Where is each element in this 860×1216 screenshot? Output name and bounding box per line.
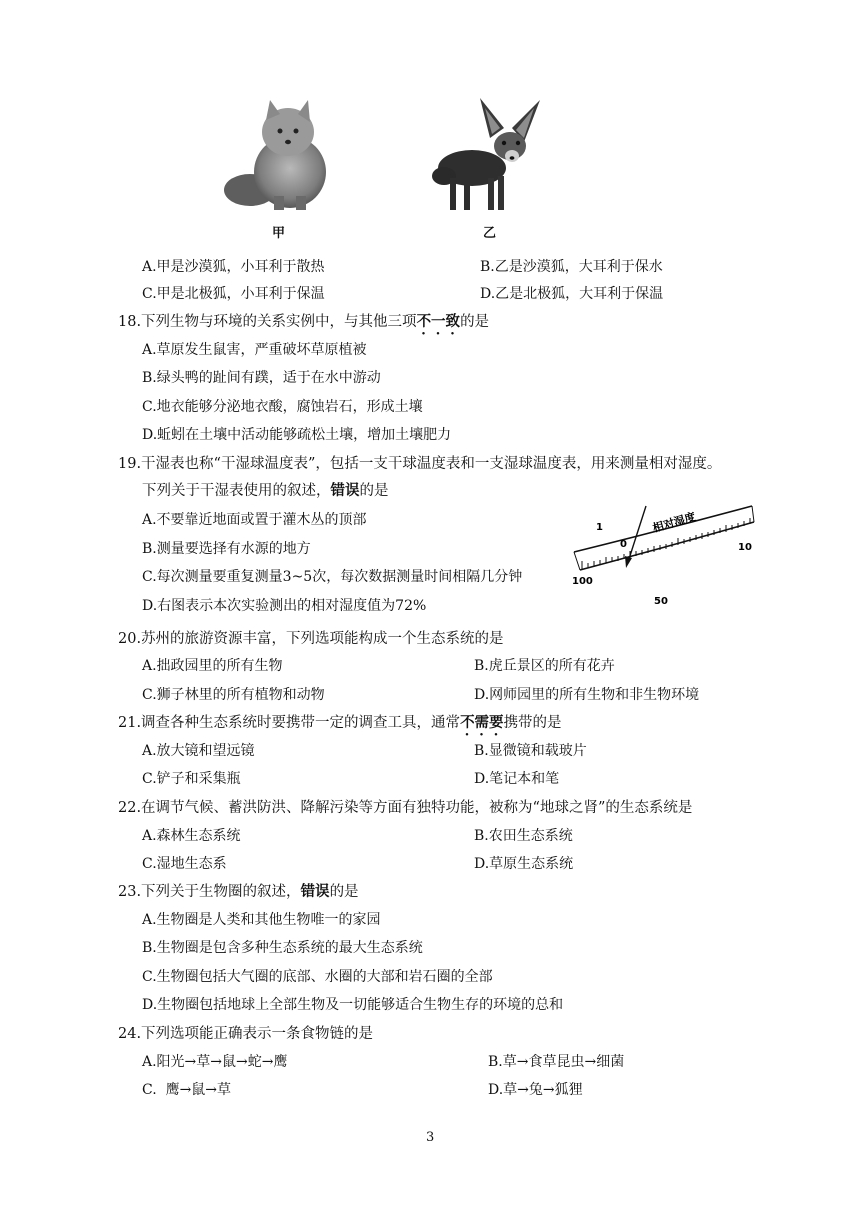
q21-emphasis: 不需要 [460,715,504,731]
q19-option-a: A.不要靠近地面或置于灌木丛的顶部 [142,512,367,528]
hygrometer-gauge [568,500,758,610]
q19-option-d: D.右图表示本次实验测出的相对湿度值为72% [142,598,427,614]
q21-option-d: D.笔记本和笔 [474,771,560,787]
q17-option-c: C.甲是北极狐，小耳利于保温 [142,286,325,302]
q18-option-b: B.绿头鸭的趾间有蹼，适于在水中游动 [142,370,381,386]
figure-caption-a: 甲 [272,226,286,241]
q20-option-c: C.狮子林里的所有植物和动物 [142,687,325,703]
q18-stem [118,310,489,338]
q20-option-b: B.虎丘景区的所有花卉 [474,658,615,674]
gauge-label-1: 1 [596,522,603,533]
q18-stem-text: 18.下列生物与环境的关系实例中，与其他三项 [118,314,417,330]
q21-option-b: B.显微镜和载玻片 [474,743,587,759]
q20-option-d: D.网师园里的所有生物和非生物环境 [474,687,700,703]
q18-option-c: C.地衣能够分泌地衣酸，腐蚀岩石，形成土壤 [142,399,423,415]
q22-option-d: D.草原生态系统 [474,856,574,872]
q18-emphasis: 不一致 [416,314,461,330]
q24-option-a: A.阳光→草→鼠→蛇→鹰 [142,1054,288,1070]
q21-stem-end: 携带的是 [503,715,562,731]
q19-stem-line1: 19.干湿表也称“干湿球温度表”，包括一支干球温度表和一支湿球温度表，用来测量相对湿度。 [118,456,722,472]
q23-stem-end: 的是 [329,884,359,900]
q18-stem-end: 的是 [460,314,490,330]
q19-stem-text: 下列关于干湿表使用的叙述， [142,483,331,499]
q19-emphasis: 错误 [330,483,360,499]
q19-stem-end: 的是 [359,483,389,499]
q18-option-a: A.草原发生鼠害，严重破坏草原植被 [142,342,367,358]
q22-option-a: A.森林生态系统 [142,828,241,844]
q20-option-a: A.拙政园里的所有生物 [142,658,283,674]
q23-option-a: A.生物圈是人类和其他生物唯一的家园 [142,912,381,928]
fennec-fox-figure [432,98,544,213]
q21-stem-text: 21.调查各种生态系统时要携带一定的调查工具，通常 [118,715,461,731]
q19-option-c: C.每次测量要重复测量3~5次，每次数据测量时间相隔几分钟 [142,569,523,585]
figure-caption-b: 乙 [483,226,497,241]
gauge-label-0: 0 [620,539,627,550]
q24-stem: 24.下列选项能正确表示一条食物链的是 [118,1026,374,1042]
gauge-label-50: 50 [654,596,668,607]
hygrometer-gauge-icon [568,500,758,610]
q23-emphasis: 错误 [300,884,330,900]
arctic-fox-icon [222,98,340,213]
q19-stem-line2 [142,479,389,500]
q21-option-c: C.铲子和采集瓶 [142,771,241,787]
arctic-fox-figure [222,98,340,213]
q20-stem: 20.苏州的旅游资源丰富，下列选项能构成一个生态系统的是 [118,631,504,647]
q17-option-b: B.乙是沙漠狐，大耳利于保水 [480,259,663,275]
fennec-fox-icon [432,98,544,213]
gauge-title: 相对湿度 [651,510,698,535]
q24-option-d: D.草→兔→狐狸 [488,1082,583,1098]
q19-option-b: B.测量要选择有水源的地方 [142,541,311,557]
q22-option-c: C.湿地生态系 [142,856,227,872]
q24-option-c: C. 鹰→鼠→草 [142,1082,232,1098]
q24-option-b: B.草→食草昆虫→细菌 [488,1054,625,1070]
q22-option-b: B.农田生态系统 [474,828,573,844]
gauge-label-10: 10 [738,542,752,553]
q22-stem: 22.在调节气候、蓄洪防洪、降解污染等方面有独特功能，被称为“地球之肾”的生态系统是 [118,800,693,816]
q21-stem [118,711,562,739]
q18-option-d: D.蚯蚓在土壤中活动能够疏松土壤，增加土壤肥力 [142,427,452,443]
q23-stem-text: 23.下列关于生物圈的叙述， [118,884,301,900]
q17-option-d: D.乙是北极狐，大耳利于保温 [480,286,664,302]
gauge-label-100: 100 [572,576,593,587]
q23-stem [118,880,359,901]
q21-option-a: A.放大镜和望远镜 [142,743,255,759]
q23-option-c: C.生物圈包括大气圈的底部、水圈的大部和岩石圈的全部 [142,969,493,985]
page-number: 3 [426,1130,435,1145]
q23-option-d: D.生物圈包括地球上全部生物及一切能够适合生物生存的环境的总和 [142,997,564,1013]
q17-option-a: A.甲是沙漠狐，小耳利于散热 [142,259,325,275]
q23-option-b: B.生物圈是包含多种生态系统的最大生态系统 [142,940,423,956]
